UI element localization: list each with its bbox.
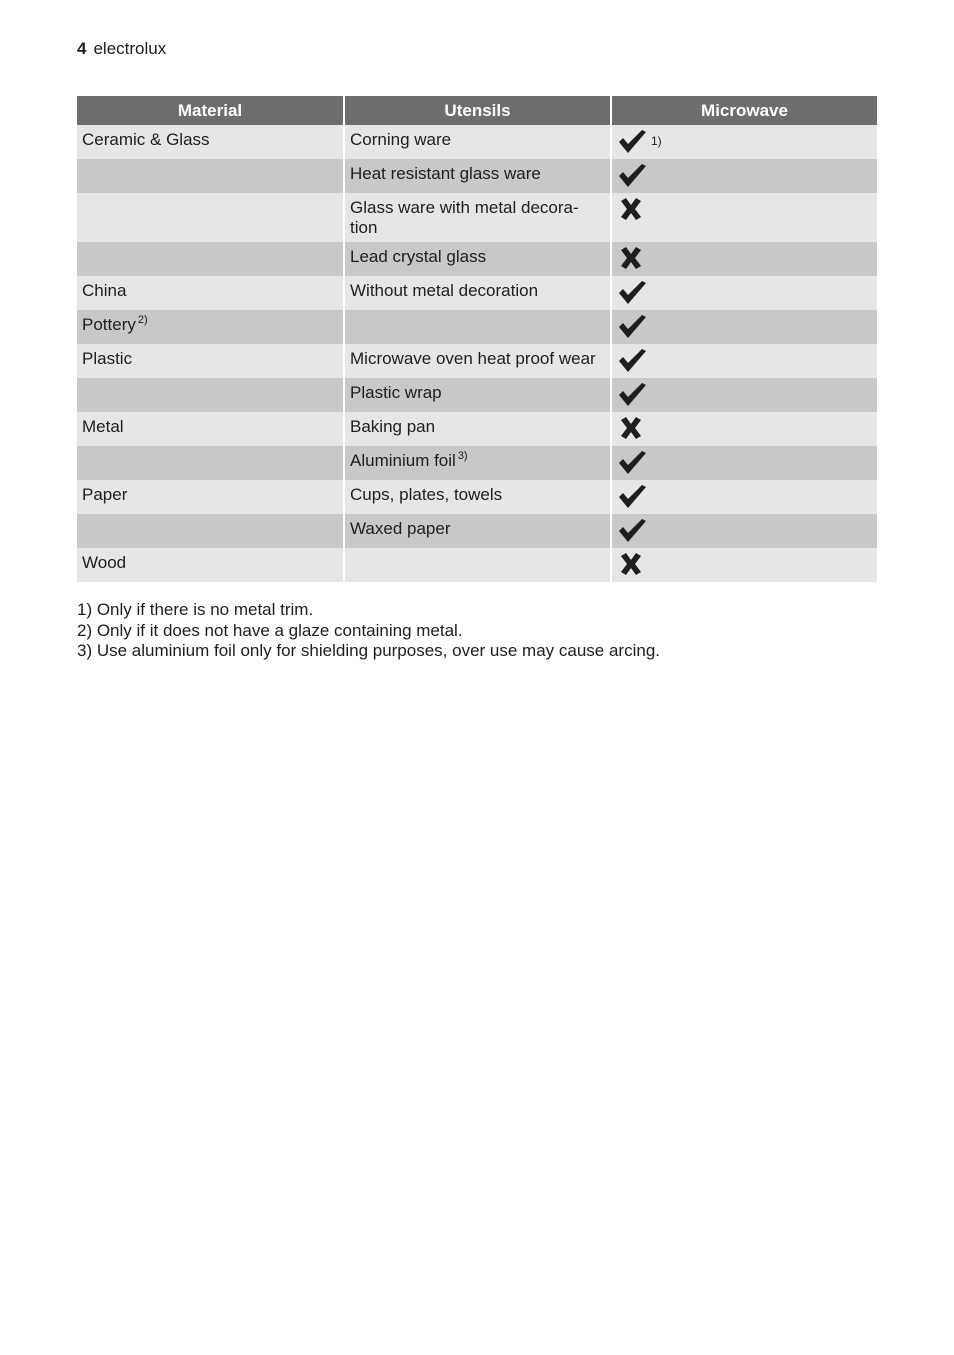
material-cell-text: Metal <box>82 417 124 436</box>
table-row <box>77 412 877 446</box>
utensil-cell <box>344 378 611 412</box>
utensil-cell-text: Baking pan <box>350 417 436 436</box>
table-row <box>77 378 877 412</box>
footnote-ref: 1) <box>651 134 662 148</box>
utensil-cell <box>344 310 611 344</box>
utensil-table <box>77 96 877 582</box>
utensil-cell-text: Corning ware <box>350 130 452 149</box>
utensil-cell <box>344 514 611 548</box>
microwave-cell <box>611 446 877 480</box>
cross-icon <box>617 416 647 442</box>
check-icon <box>617 129 647 155</box>
table-row <box>77 276 877 310</box>
check-icon <box>617 518 647 544</box>
utensil-cell <box>344 446 611 480</box>
material-cell <box>77 159 344 193</box>
utensil-cell <box>344 548 611 582</box>
table-row <box>77 159 877 193</box>
microwave-cell <box>611 344 877 378</box>
check-icon <box>617 280 647 306</box>
footnote-3: 3) Use aluminium foil only for shielding purposes, over use may cause arcing. <box>77 641 660 660</box>
table-row <box>77 193 877 242</box>
material-cell <box>77 193 344 242</box>
table-row <box>77 242 877 276</box>
column-header-utensils: Utensils <box>344 96 611 125</box>
utensil-cell-text: Plastic wrap <box>350 383 442 402</box>
utensil-cell <box>344 412 611 446</box>
footnote-1: 1) Only if there is no metal trim. <box>77 600 314 619</box>
material-cell <box>77 514 344 548</box>
footnotes <box>77 600 660 662</box>
column-header-material: Material <box>77 96 344 125</box>
material-cell <box>77 276 344 310</box>
microwave-cell <box>611 378 877 412</box>
utensil-cell <box>344 159 611 193</box>
table-body <box>77 125 877 582</box>
material-cell <box>77 548 344 582</box>
material-cell <box>77 378 344 412</box>
table-row <box>77 514 877 548</box>
page-number: 4 <box>77 39 87 58</box>
microwave-cell <box>611 310 877 344</box>
check-icon <box>617 484 647 510</box>
check-icon <box>617 163 647 189</box>
table-row <box>77 344 877 378</box>
cross-icon <box>617 197 647 223</box>
utensil-cell <box>344 344 611 378</box>
microwave-cell <box>611 548 877 582</box>
check-icon <box>617 382 647 408</box>
utensil-cell <box>344 193 611 242</box>
material-cell-text: Wood <box>82 553 127 572</box>
table-row <box>77 125 877 159</box>
check-icon <box>617 450 647 476</box>
check-icon <box>617 348 647 374</box>
microwave-cell <box>611 276 877 310</box>
page-header <box>77 39 166 59</box>
table-row <box>77 480 877 514</box>
utensil-cell <box>344 125 611 159</box>
material-cell-text: Pottery <box>82 315 136 334</box>
material-cell <box>77 480 344 514</box>
cross-icon <box>617 552 647 578</box>
column-header-microwave: Microwave <box>611 96 877 125</box>
material-cell-text: Paper <box>82 485 128 504</box>
utensil-cell-text: Waxed paper <box>350 519 451 538</box>
microwave-cell <box>611 193 877 242</box>
material-cell <box>77 344 344 378</box>
material-cell <box>77 446 344 480</box>
brand-name: electrolux <box>93 39 167 58</box>
utensil-cell-text: Glass ware with metal decora-tion <box>350 198 579 237</box>
material-cell <box>77 412 344 446</box>
material-cell <box>77 242 344 276</box>
utensil-cell-text: Heat resistant glass ware <box>350 164 541 183</box>
table-row <box>77 310 877 344</box>
table-row <box>77 446 877 480</box>
microwave-cell <box>611 514 877 548</box>
footnote-ref: 3) <box>457 450 468 462</box>
material-cell-text: Ceramic & Glass <box>82 130 210 149</box>
utensil-cell-text: Lead crystal glass <box>350 247 487 266</box>
utensil-cell <box>344 480 611 514</box>
material-cell <box>77 310 344 344</box>
material-cell-text: China <box>82 281 127 300</box>
check-icon <box>617 314 647 340</box>
utensil-cell <box>344 276 611 310</box>
utensil-cell-text: Aluminium foil <box>350 451 456 470</box>
table-row <box>77 548 877 582</box>
utensil-cell <box>344 242 611 276</box>
cross-icon <box>617 246 647 272</box>
material-cell-text: Plastic <box>82 349 133 368</box>
table-header-row <box>77 96 877 125</box>
footnote-2: 2) Only if it does not have a glaze containing metal. <box>77 620 463 640</box>
microwave-cell <box>611 242 877 276</box>
material-cell <box>77 125 344 159</box>
utensil-cell-text: Microwave oven heat proof wear <box>350 349 596 368</box>
microwave-cell <box>611 412 877 446</box>
utensil-cell-text: Cups, plates, towels <box>350 485 503 504</box>
utensil-cell-text: Without metal decoration <box>350 281 539 300</box>
microwave-cell <box>611 480 877 514</box>
microwave-cell <box>611 125 877 159</box>
footnote-ref: 2) <box>137 314 148 326</box>
microwave-cell <box>611 159 877 193</box>
